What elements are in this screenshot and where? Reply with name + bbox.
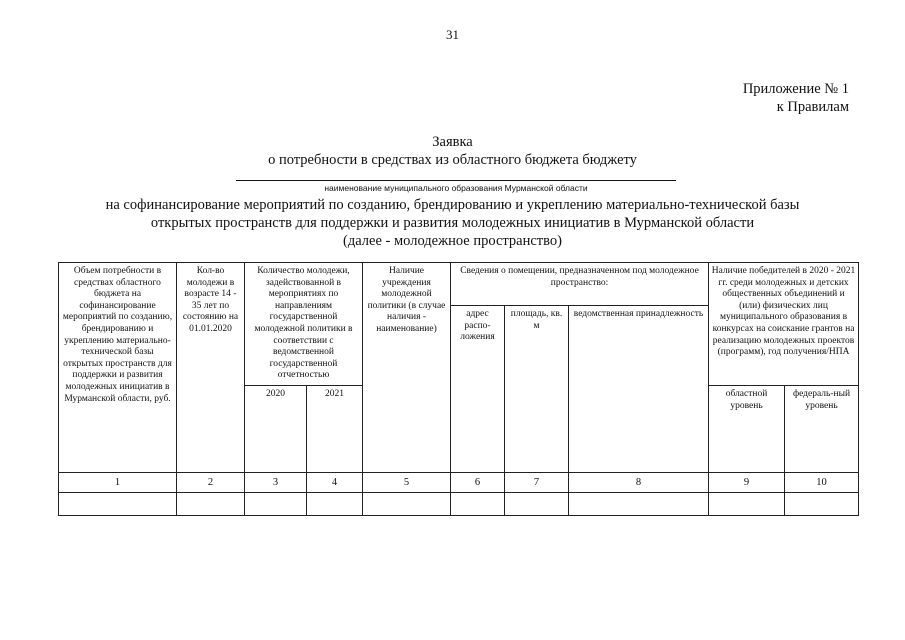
purpose-line-2: открытых пространств для поддержки и развития молодежных инициатив в Мурманской области (150, 215, 755, 231)
column-number: 9 (709, 472, 785, 492)
column-number: 3 (245, 472, 307, 492)
appendix-line-1: Приложение № 1 (742, 81, 849, 97)
appendix-line-2: к Правилам (776, 99, 849, 115)
empty-data-cell (709, 492, 785, 515)
column-number: 2 (177, 472, 245, 492)
empty-data-cell (177, 492, 245, 515)
title-line-2: о потребности в средствах из областного бюджета бюджету (268, 152, 637, 168)
purpose-line-1: на софинансирование мероприятий по созданию, брендированию и укреплению материально-технической базы (105, 197, 800, 213)
appendix-reference (743, 80, 849, 116)
header-col-10: федераль-ный уровень (785, 385, 859, 472)
header-col-3: 2020 (245, 385, 307, 472)
header-col-4: 2021 (307, 385, 363, 472)
empty-data-cell (785, 492, 859, 515)
page-number: 31 (446, 27, 459, 42)
request-table (58, 262, 859, 516)
column-number: 10 (785, 472, 859, 492)
column-number: 5 (363, 472, 451, 492)
municipality-caption: наименование муниципального образования Мурманской области (324, 183, 588, 193)
column-number: 7 (505, 472, 569, 492)
header-col-1: Объем потребности в средствах областного бюджета на софинансирование мероприятий по созданию, брендированию и укреплению материально-технической базы открытых пространств для поддержки и развития молодежных инициатив в Мурманской области, руб. (59, 263, 177, 473)
purpose-text (0, 196, 905, 250)
column-number: 1 (59, 472, 177, 492)
empty-data-cell (245, 492, 307, 515)
empty-data-cell (307, 492, 363, 515)
title-line-1: Заявка (432, 134, 473, 150)
empty-data-cell (569, 492, 709, 515)
empty-data-cell (363, 492, 451, 515)
header-col-7: площадь, кв. м (505, 306, 569, 473)
purpose-line-3: (далее - молодежное пространство) (343, 233, 562, 249)
header-col-9: областной уровень (709, 385, 785, 472)
column-number: 4 (307, 472, 363, 492)
header-col-9-10-group: Наличие победителей в 2020 - 2021 гг. среди молодежных и детских общественных объединений и (или) физических лиц муниципального образования в конкурсах на соискание грантов на реализацию молодежных проектов (программ), год получения/НПА (709, 263, 859, 386)
header-col-2: Кол-во молодежи в возрасте 14 - 35 лет по состоянию на 01.01.2020 (177, 263, 245, 473)
column-number: 6 (451, 472, 505, 492)
empty-data-cell (59, 492, 177, 515)
header-col-6-8-group: Сведения о помещении, предназначенном под молодежное пространство: (451, 263, 709, 306)
empty-data-cell (451, 492, 505, 515)
header-col-8: ведомственная принадлежность (569, 306, 709, 473)
column-number: 8 (569, 472, 709, 492)
header-col-3-4-group: Количество молодежи, задействованной в мероприятиях по направлениям государственной молодежной политики в соответствии с ведомственной государственной отчетностью (245, 263, 363, 386)
header-col-6: адрес распо-ложения (451, 306, 505, 473)
municipality-fill-line (236, 180, 676, 181)
document-title (0, 133, 905, 169)
empty-data-cell (505, 492, 569, 515)
header-col-5: Наличие учреждения молодежной политики (в случае наличия - наименование) (363, 263, 451, 473)
